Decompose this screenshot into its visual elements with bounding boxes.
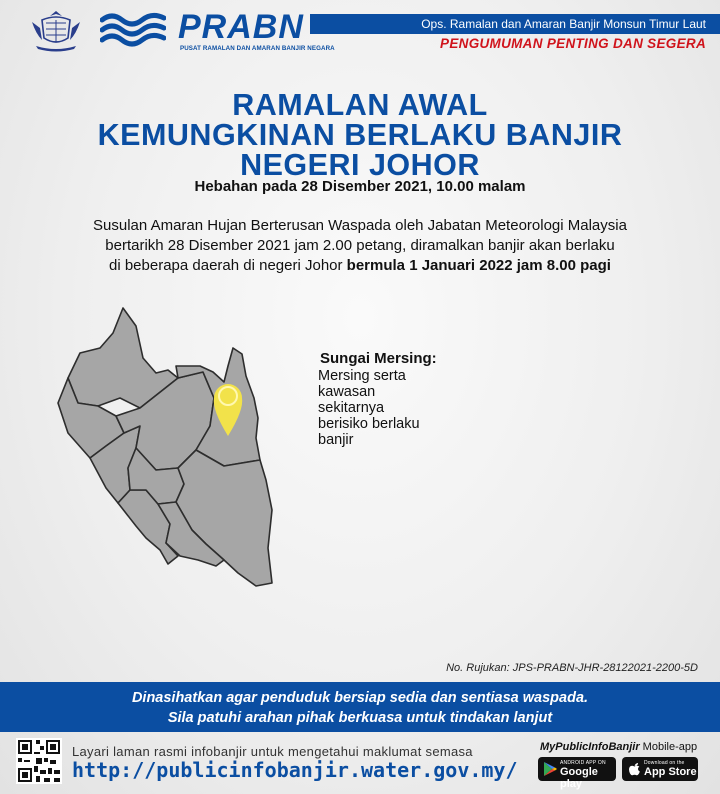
google-play-label: Google play <box>560 766 598 790</box>
body-line-3-text: di beberapa daerah di negeri Johor <box>109 257 347 274</box>
prabn-subtitle: PUSAT RAMALAN DAN AMARAN BANJIR NEGARA <box>180 45 335 52</box>
title-line-2: KEMUNGKINAN BERLAKU BANJIR <box>97 118 623 152</box>
ops-banner: Ops. Ramalan dan Amaran Banjir Monsun Timur Laut <box>310 14 720 34</box>
mobile-app-label <box>540 741 697 753</box>
advisory-banner <box>0 682 720 732</box>
coat-of-arms-icon <box>28 8 84 52</box>
river-name: Sungai Mersing: <box>320 350 437 367</box>
apple-icon <box>627 761 642 777</box>
river-description: Mersing serta kawasan sekitarnya berisiko berlaku banjir <box>318 368 420 448</box>
waves-logo-icon <box>100 10 166 50</box>
title-line-3: NEGERI JOHOR <box>240 148 480 182</box>
website-link[interactable]: http://publicinfobanjir.water.gov.my/ <box>72 758 518 782</box>
app-store-label: App Store <box>644 766 697 778</box>
advisory-line-1: Dinasihatkan agar penduduk bersiap sedia dan sentiasa waspada. <box>131 690 589 706</box>
app-suffix: Mobile-app <box>639 741 698 753</box>
body-line-2: bertarikh 28 Disember 2021 jam 2.00 petang, diramalkan banjir akan berlaku <box>105 237 615 254</box>
reference-number: No. Rujukan: JPS-PRABN-JHR-28122021-2200-5D <box>446 662 698 674</box>
google-play-button[interactable] <box>538 757 616 790</box>
announcement-text: PENGUMUMAN PENTING DAN SEGERA <box>440 36 706 51</box>
google-play-small-text: ANDROID APP ON <box>560 760 606 766</box>
app-name: MyPublicInfoBanjir <box>540 741 640 753</box>
body-line-3-emphasis: bermula 1 Januari 2022 jam 8.00 pagi <box>346 257 611 274</box>
app-store-small-text: Download on the <box>644 760 685 766</box>
header <box>0 0 720 62</box>
advisory-line-2: Sila patuhi arahan pihak berkuasa untuk tindakan lanjut <box>167 710 553 726</box>
footer-note: Layari laman rasmi infobanjir untuk mengetahui maklumat semasa <box>72 744 473 759</box>
body-paragraph <box>60 216 660 276</box>
google-play-icon <box>543 761 558 777</box>
body-line-1: Susulan Amaran Hujan Berterusan Waspada oleh Jabatan Meteorologi Malaysia <box>93 217 627 234</box>
app-store-button[interactable] <box>622 757 698 781</box>
johor-district-map <box>28 298 318 598</box>
prabn-wordmark: PRABN <box>178 8 304 46</box>
title-line-1: RAMALAN AWAL <box>232 88 488 122</box>
prabn-logo <box>178 8 335 56</box>
body-line-3 <box>60 256 660 276</box>
qr-code-icon[interactable] <box>16 738 62 784</box>
page-title <box>0 90 720 180</box>
district-kota-tinggi <box>176 450 272 586</box>
broadcast-time: Hebahan pada 28 Disember 2021, 10.00 malam <box>194 178 526 195</box>
